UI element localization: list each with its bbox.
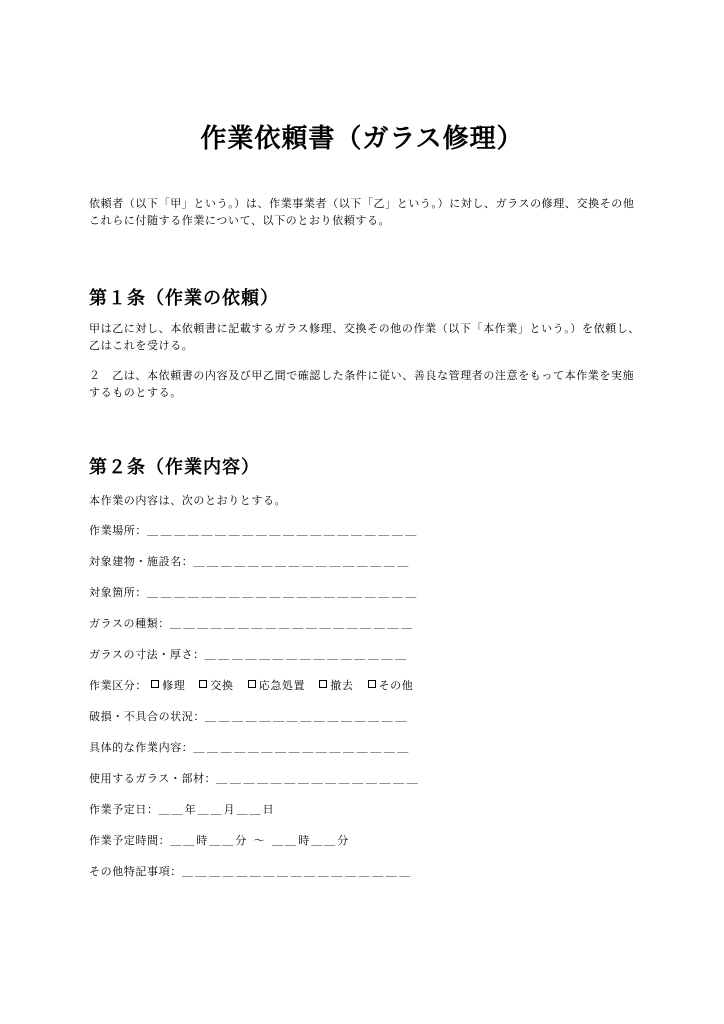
- time-fill-in[interactable]: ＿＿時＿＿分 ～ ＿＿時＿＿分: [170, 834, 351, 847]
- field-label: 作業予定時間：: [89, 834, 171, 847]
- field-other-notes: [89, 863, 413, 879]
- field-glass-size: [89, 646, 409, 662]
- article-2-heading: 第２条（作業内容）: [89, 457, 260, 478]
- fill-in-blank[interactable]: ＿＿＿＿＿＿＿＿＿＿＿＿＿＿＿: [216, 772, 421, 785]
- fill-in-blank[interactable]: ＿＿＿＿＿＿＿＿＿＿＿＿＿＿＿＿＿＿＿＿: [147, 524, 419, 537]
- option-replace[interactable]: [199, 677, 233, 693]
- field-scheduled-date: [89, 801, 276, 817]
- field-target-location: [89, 584, 419, 600]
- field-glass-type: [89, 615, 415, 631]
- field-label: 作業場所：: [89, 524, 147, 537]
- field-label: 作業予定日：: [89, 803, 159, 816]
- checkbox-icon[interactable]: [151, 680, 159, 688]
- option-label: 応急処置: [258, 679, 306, 692]
- intro-paragraph: 依頼者（以下「甲」という。）は、作業事業者（以下「乙」という。）に対し、ガラスの修理、交換その他これらに付随する作業について、以下のとおり依頼する。: [89, 197, 635, 227]
- article-1-paragraph-2: ２ 乙は、本依頼書の内容及び甲乙間で確認した条件に従い、善良な管理者の注意をもって本作業を実施するものとする。: [89, 369, 635, 399]
- field-label: 具体的な作業内容：: [89, 741, 194, 754]
- option-label: 撤去: [330, 679, 354, 692]
- option-label: その他: [378, 679, 414, 692]
- field-label: 使用するガラス・部材：: [89, 772, 217, 785]
- field-materials: [89, 770, 420, 786]
- field-work-category: [89, 677, 423, 693]
- fill-in-blank[interactable]: ＿＿＿＿＿＿＿＿＿＿＿＿＿＿＿: [205, 710, 409, 723]
- option-removal[interactable]: [319, 677, 353, 693]
- option-repair[interactable]: [151, 677, 185, 693]
- option-emergency[interactable]: [248, 677, 305, 693]
- option-label: 修理: [162, 679, 186, 692]
- field-label: 破損・不具合の状況：: [89, 710, 205, 723]
- field-label: 作業区分：: [89, 679, 147, 692]
- fill-in-blank[interactable]: ＿＿＿＿＿＿＿＿＿＿＿＿＿＿＿＿: [193, 741, 412, 754]
- field-work-location: [89, 522, 419, 538]
- field-damage-status: [89, 708, 409, 724]
- option-label: 交換: [210, 679, 234, 692]
- article-1-paragraph-1: 甲は乙に対し、本依頼書に記載するガラス修理、交換その他の作業（以下「本作業」という。）を依頼し、乙はこれを受ける。: [89, 322, 640, 352]
- document-title: 作業依頼書（ガラス修理）: [200, 124, 524, 154]
- field-label: 対象建物・施設名：: [89, 555, 194, 568]
- fill-in-blank[interactable]: ＿＿＿＿＿＿＿＿＿＿＿＿＿＿＿＿＿: [181, 865, 414, 878]
- checkbox-icon[interactable]: [319, 680, 327, 688]
- option-other[interactable]: [368, 677, 414, 693]
- fill-in-blank[interactable]: ＿＿＿＿＿＿＿＿＿＿＿＿＿＿＿＿: [193, 555, 412, 568]
- field-label: ガラスの寸法・厚さ：: [89, 648, 205, 661]
- fill-in-blank[interactable]: ＿＿＿＿＿＿＿＿＿＿＿＿＿＿＿＿＿＿＿＿: [147, 586, 419, 599]
- field-label: ガラスの種類：: [89, 617, 170, 630]
- article-2-lead: 本作業の内容は、次のとおりとする。: [89, 494, 287, 507]
- checkbox-icon[interactable]: [248, 680, 256, 688]
- checkbox-icon[interactable]: [199, 680, 207, 688]
- field-scheduled-time: [89, 832, 350, 848]
- date-fill-in[interactable]: ＿＿年＿＿月＿＿日: [158, 803, 276, 816]
- fill-in-blank[interactable]: ＿＿＿＿＿＿＿＿＿＿＿＿＿＿＿: [204, 648, 409, 661]
- checkbox-icon[interactable]: [368, 680, 376, 688]
- field-label: 対象箇所：: [89, 586, 147, 599]
- article-1-heading: 第１条（作業の依頼）: [89, 288, 279, 309]
- fill-in-blank[interactable]: ＿＿＿＿＿＿＿＿＿＿＿＿＿＿＿＿＿＿: [169, 617, 415, 630]
- field-building-name: [89, 553, 411, 569]
- field-work-detail: [89, 739, 411, 755]
- field-label: その他特記事項：: [89, 865, 182, 878]
